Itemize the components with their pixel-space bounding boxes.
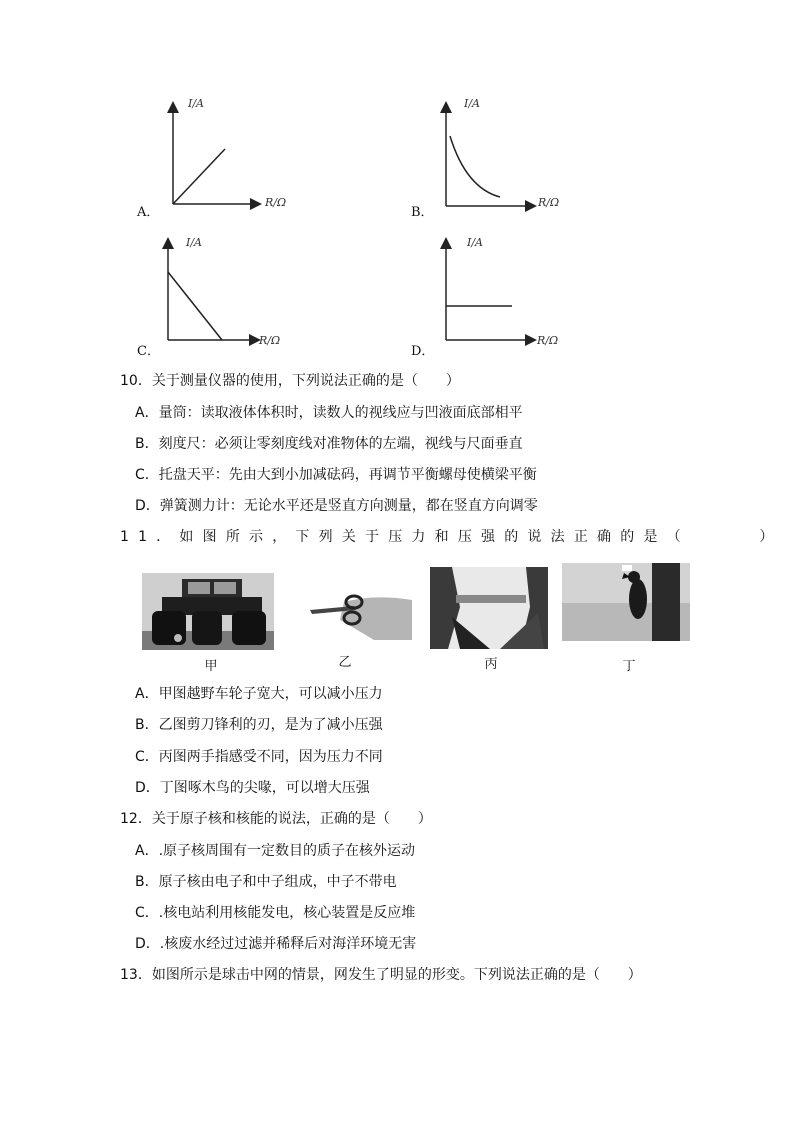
image-caption-yi: 乙 — [338, 655, 352, 670]
woodpecker-image — [562, 563, 690, 641]
scissors-image — [304, 580, 412, 640]
q10-option-c: C．托盘天平：先由大到小加减砝码，再调节平衡螺母使横梁平衡 — [135, 467, 537, 483]
graph-b-xlabel: R/Ω — [538, 196, 560, 209]
graph-c-line — [168, 272, 222, 340]
graph-c-xlabel: R/Ω — [259, 334, 281, 347]
graph-a-ylabel: I/A — [188, 97, 204, 110]
q12-option-d: D．.核废水经过过滤并稀释后对海洋环境无害 — [135, 936, 417, 952]
q12-option-b: B．原子核由电子和中子组成，中子不带电 — [135, 874, 397, 890]
graph-d-xlabel: R/Ω — [537, 334, 559, 347]
q12-stem: 12．关于原子核和核能的说法，正确的是（ ） — [120, 811, 432, 827]
q10-option-d: D．弹簧测力计：无论水平还是竖直方向测量，都在竖直方向调零 — [135, 498, 538, 514]
graph-d — [428, 228, 578, 348]
graph-a-xlabel: R/Ω — [265, 196, 287, 209]
image-caption-jia: 甲 — [204, 659, 218, 674]
graph-c — [150, 228, 300, 348]
q10-option-a: A．量筒：读取液体体积时，读数人的视线应与凹液面底部相平 — [135, 405, 523, 421]
graph-b-curve — [450, 136, 500, 197]
graph-a-line — [173, 149, 225, 204]
image-caption-ding: 丁 — [622, 659, 636, 674]
off-road-truck-image — [142, 573, 274, 650]
q12-option-a: A．.原子核周围有一定数目的质子在核外运动 — [135, 843, 416, 859]
option-label-b: B． — [411, 205, 434, 220]
q11-option-c: C．丙图两手指感受不同，因为压力不同 — [135, 749, 383, 765]
q11-option-b: B．乙图剪刀锋利的刃，是为了减小压强 — [135, 717, 383, 733]
image-caption-bing: 丙 — [484, 657, 498, 672]
fingers-pressing-pencil-image — [430, 567, 548, 649]
q10-option-b: B．刻度尺：必须让零刻度线对准物体的左端，视线与尺面垂直 — [135, 436, 523, 452]
q11-stem: 11．如图所示，下列关于压力和压强的说法正确的是（ ） — [120, 529, 783, 545]
graph-c-ylabel: I/A — [186, 236, 202, 249]
q12-option-c: C．.核电站利用核能发电，核心装置是反应堆 — [135, 905, 416, 921]
q13-stem: 13．如图所示是球击中网的情景，网发生了明显的形变。下列说法正确的是（ ） — [120, 967, 642, 983]
graph-b-ylabel: I/A — [464, 97, 480, 110]
option-label-c: C． — [137, 344, 160, 359]
option-label-a: A． — [137, 205, 160, 220]
graph-d-ylabel: I/A — [467, 236, 483, 249]
q11-option-d: D．丁图啄木鸟的尖喙，可以增大压强 — [135, 780, 370, 796]
option-label-d: D． — [411, 344, 435, 359]
q11-option-a: A．甲图越野车轮子宽大，可以减小压力 — [135, 686, 383, 702]
q10-stem: 10．关于测量仪器的使用，下列说法正确的是（ ） — [120, 373, 460, 389]
